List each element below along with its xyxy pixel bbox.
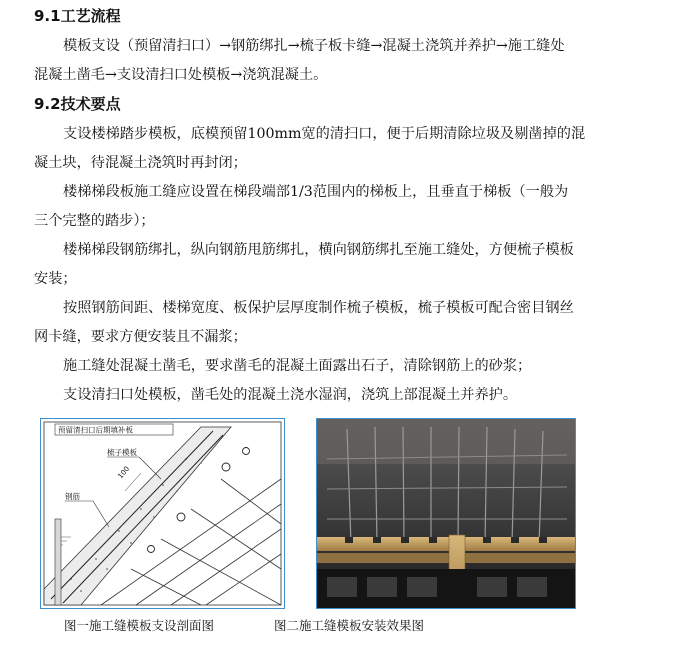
site-photo-svg [317, 419, 575, 608]
figure-section-drawing [40, 418, 285, 609]
process-text-line-2: 混凝土凿毛→支设清扫口处模板→浇筑混凝土。 [34, 67, 328, 83]
tech-text-line: 楼梯梯段板施工缝应设置在梯段端部1/3范围内的梯板上，且垂直于梯板（一般为 [63, 184, 569, 200]
section-drawing-svg [41, 419, 284, 608]
tech-text-line: 楼梯梯段钢筋绑扎，纵向钢筋甩筋绑扎，横向钢筋绑扎至施工缝处，方便梳子模板 [63, 242, 574, 258]
process-text-line-1: 模板支设（预留清扫口）→钢筋绑扎→梳子板卡缝→混凝土浇筑并养护→施工缝处 [63, 38, 565, 54]
svg-text:100: 100 [116, 464, 132, 481]
tech-text-line: 凝土块，待混凝土浇筑时再封闭； [34, 155, 247, 171]
top-label-text: 预留清扫口后期填补板 [58, 425, 133, 435]
section-heading-process: 9.1工艺流程 [34, 7, 121, 25]
tech-text-line: 按照钢筋间距、楼梯宽度、板保护层厚度制作梳子模板，梳子模板可配合密目钢丝 [63, 300, 574, 316]
tech-text-line: 三个完整的踏步）； [34, 213, 155, 229]
tech-text-line: 支设清扫口处模板，凿毛处的混凝土浇水湿润，浇筑上部混凝土并养护。 [63, 387, 518, 403]
dimension-100 [116, 465, 131, 480]
tech-text-line: 支设楼梯踏步模板，底模预留100mm宽的清扫口，便于后期清除垃圾及剔凿掉的混 [63, 126, 586, 142]
tech-text-line: 安装； [34, 271, 77, 287]
section-heading-technical: 9.2技术要点 [34, 95, 121, 113]
rebar-line-bottom [63, 435, 223, 603]
rebar-label: 钢筋 [65, 492, 80, 501]
figure2-caption: 图二施工缝模板安装效果图 [274, 618, 425, 633]
tech-text-line: 网卡缝，要求方便安装且不漏浆； [34, 329, 247, 345]
tech-text-line: 施工缝处混凝土凿毛，要求凿毛的混凝土面露出石子，清除钢筋上的砂浆； [63, 358, 532, 374]
figure1-caption: 图一施工缝模板支设剖面图 [64, 618, 215, 633]
concrete-slab [44, 427, 231, 605]
comb-formwork-label: 梳子模板 [107, 448, 137, 457]
lower-board [317, 553, 575, 563]
figure-site-photo [316, 418, 576, 609]
comb-form-board [317, 537, 575, 551]
vertical-post [55, 519, 61, 605]
